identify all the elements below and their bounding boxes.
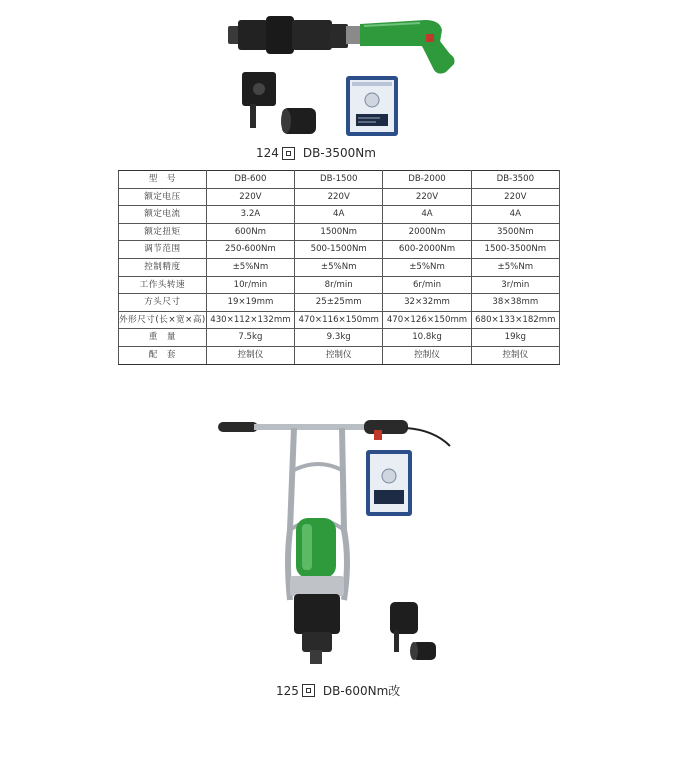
table-row (119, 329, 560, 347)
figure-caption-125 (276, 682, 400, 699)
table-cell: 6r/min (383, 276, 471, 294)
figure-number: 125 (276, 683, 299, 698)
table-cell: 19kg (471, 329, 559, 347)
table-cell: 220V (383, 188, 471, 206)
row-label: 工作头转速 (119, 276, 207, 294)
table-cell: 9.3kg (295, 329, 383, 347)
table-cell: 470×126×150mm (383, 311, 471, 329)
table-cell: 32×32mm (383, 294, 471, 312)
row-label: 控制精度 (119, 258, 207, 276)
table-cell: 4A (471, 206, 559, 224)
table-cell: 3500Nm (471, 223, 559, 241)
row-label: 额定扭矩 (119, 223, 207, 241)
table-cell: ±5%Nm (206, 258, 294, 276)
table-cell: 3.2A (206, 206, 294, 224)
square-icon (302, 684, 315, 697)
torque-wrench-db600-image (214, 410, 464, 680)
table-cell: 220V (471, 188, 559, 206)
row-label: 配 套 (119, 346, 207, 364)
table-cell: 680×133×182mm (471, 311, 559, 329)
table-cell: 控制仪 (295, 346, 383, 364)
table-row (119, 258, 560, 276)
table-cell: 220V (206, 188, 294, 206)
torque-wrench-db3500-image (220, 12, 470, 140)
table-row (119, 188, 560, 206)
figure-model: DB-600Nm改 (322, 684, 401, 698)
table-row (119, 241, 560, 259)
table-row (119, 223, 560, 241)
square-icon (282, 147, 295, 160)
model-header: DB-2000 (383, 171, 471, 189)
table-cell: 220V (295, 188, 383, 206)
figure-number: 124 (256, 146, 279, 160)
table-cell: 控制仪 (206, 346, 294, 364)
table-row (119, 346, 560, 364)
model-header: DB-1500 (295, 171, 383, 189)
table-row (119, 311, 560, 329)
figure-caption-124 (256, 146, 376, 160)
table-cell: 10r/min (206, 276, 294, 294)
table-cell: ±5%Nm (471, 258, 559, 276)
figure-model: DB-3500Nm (302, 146, 376, 160)
table-row (119, 294, 560, 312)
table-cell: 4A (295, 206, 383, 224)
table-header-row (119, 171, 560, 189)
table-cell: 250-600Nm (206, 241, 294, 259)
model-header: DB-3500 (471, 171, 559, 189)
row-label: 调节范围 (119, 241, 207, 259)
table-cell: 19×19mm (206, 294, 294, 312)
table-cell: 3r/min (471, 276, 559, 294)
table-cell: 600Nm (206, 223, 294, 241)
spec-table (118, 170, 560, 365)
row-label: 外形尺寸(长×宽×高) (119, 311, 207, 329)
row-label: 重 量 (119, 329, 207, 347)
table-cell: 500-1500Nm (295, 241, 383, 259)
table-cell: 8r/min (295, 276, 383, 294)
table-cell: 38×38mm (471, 294, 559, 312)
table-cell: 25±25mm (295, 294, 383, 312)
row-label: 额定电压 (119, 188, 207, 206)
row-label: 额定电流 (119, 206, 207, 224)
row-label: 方头尺寸 (119, 294, 207, 312)
table-cell: ±5%Nm (295, 258, 383, 276)
table-cell: 470×116×150mm (295, 311, 383, 329)
table-cell: 控制仪 (383, 346, 471, 364)
table-cell: 4A (383, 206, 471, 224)
row-label: 型 号 (119, 171, 207, 189)
table-cell: ±5%Nm (383, 258, 471, 276)
table-cell: 430×112×132mm (206, 311, 294, 329)
table-cell: 10.8kg (383, 329, 471, 347)
table-row (119, 276, 560, 294)
table-cell: 1500-3500Nm (471, 241, 559, 259)
table-cell: 600-2000Nm (383, 241, 471, 259)
table-cell: 控制仪 (471, 346, 559, 364)
table-cell: 7.5kg (206, 329, 294, 347)
table-cell: 1500Nm (295, 223, 383, 241)
model-header: DB-600 (206, 171, 294, 189)
table-cell: 2000Nm (383, 223, 471, 241)
table-row (119, 206, 560, 224)
